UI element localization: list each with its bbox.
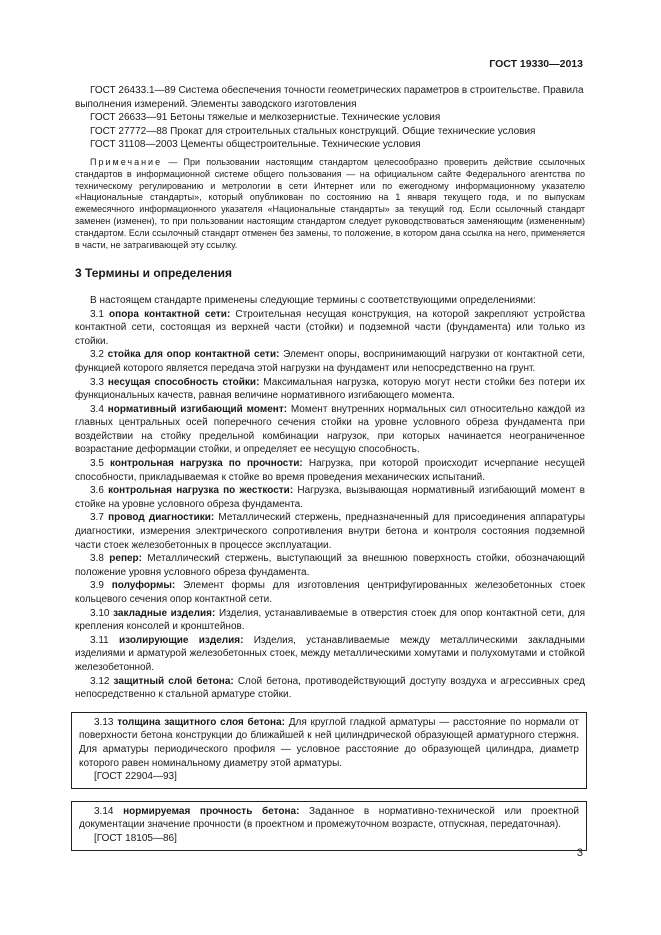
term-name: нормируемая прочность бетона:: [123, 805, 300, 817]
reference-item: ГОСТ 31108—2003 Цементы общестроительные. Технические условия: [90, 139, 421, 151]
term-name: толщина защитного слоя бетона:: [117, 716, 285, 728]
note-label: Примечание: [90, 156, 163, 167]
term-number: 3.9: [90, 580, 104, 592]
term-definition: Заданное в нормативно-технической или проектной документации значение прочности (в проектном и промежуточном возрасте, отпускная, передаточная).: [79, 805, 579, 831]
term-definition: Момент внутренних нормальных сил относительно каждой из главных центральных осей поперечного сечения стойки на уровне условного обреза фундамента при воздействии на стойку предельной комбинации нагрузок, при которых начинается неограниченное возрастание деформации стойки, и определяет ее несущую способность.: [75, 403, 586, 456]
term-number: 3.6: [90, 485, 104, 497]
note-paragraph: [75, 157, 585, 251]
term-entry: [75, 376, 585, 403]
term-entry: [75, 552, 585, 579]
term-name: контрольная нагрузка по жесткости:: [108, 485, 294, 497]
document-id-header: ГОСТ 19330—2013: [489, 58, 583, 70]
reference-item: ГОСТ 26633—91 Бетоны тяжелые и мелкозернистые. Технические условия: [90, 112, 441, 124]
reference-item: ГОСТ 26433.1—89 Система обеспечения точности геометрических параметров в строительстве. Правила выполнения измерений. Элементы заводского изготовления: [75, 85, 584, 110]
term-entry: [75, 675, 585, 702]
term-name: опора контактной сети:: [109, 308, 231, 320]
term-entry: [75, 484, 585, 511]
term-name: репер:: [109, 553, 142, 565]
boxed-term: [71, 712, 587, 789]
intro-paragraph: В настоящем стандарте применены следующие термины с соответствующими определениями:: [90, 294, 536, 306]
term-number: 3.1: [90, 308, 104, 320]
term-entry: [75, 457, 585, 484]
term-entry: [75, 308, 585, 349]
term-name: контрольная нагрузка по прочности:: [110, 458, 303, 470]
term-definition: Для круглой гладкой арматуры — расстояние по нормали от поверхности бетона конструкции до ближайшей к ней цилиндрической образующей арматурного стержня. Для арматуры периодического профиля — условное расстояние до образующей цилиндра, диаметр которого равен номинальному диаметру этой арматуры.: [79, 716, 579, 769]
term-entry: [75, 579, 585, 606]
terms-list: [75, 308, 585, 702]
section-title: 3 Термины и определения: [75, 266, 233, 281]
term-name: закладные изделия:: [113, 607, 216, 619]
page-number: 3: [576, 847, 583, 859]
term-definition: Металлический стержень, выступающий за внешнюю поверхность стойки, обозначающий положение уровня условного обреза фундамента.: [75, 553, 585, 578]
term-definition: Нагрузка, при которой происходит исчерпание несущей способности, прикладываемая к стойке во время проведения механических испытаний.: [75, 458, 585, 483]
term-entry: [79, 716, 579, 770]
term-number: 3.12: [90, 675, 110, 687]
note-text: — При пользовании настоящим стандартом целесообразно проверить действие ссылочных стандартов в информационной системе общего пользования — на официальном сайте Федерального агентства по техническому регулированию и метрологии в сети Интернет или по ежегодному информационному указателю «Национальные стандарты», который опубликован по состоянию на 1 января текущего года, и по выпускам ежемесячного информационного указателя «Национальные стандарты» за текущий год. Если ссылочный стандарт заменен (изменен), то при пользовании настоящим стандартом следует руководствоваться заменяющим (измененным) стандартом. Если ссылочный стандарт отменен без замены, то положение, в котором дана ссылка на него, применяется в части, не затрагивающей эту ссылку.: [75, 156, 585, 250]
term-definition: Максимальная нагрузка, которую могут нести стойки без потери их функциональных качеств, равная величине нормативного изгибающего момента.: [75, 376, 586, 402]
term-source: [ГОСТ 22904—93]: [94, 771, 177, 783]
term-source: [ГОСТ 18105—86]: [94, 832, 177, 844]
term-definition: Нагрузка, вызывающая нормативный изгибающий момент в стойке на уровне условного обреза фундамента.: [75, 485, 585, 510]
term-number: 3.10: [90, 607, 110, 619]
boxed-term: [71, 801, 587, 851]
term-name: нормативный изгибающий момент:: [107, 403, 288, 415]
term-definition: Изделия, устанавливаемые между металлическими закладными изделиями и арматурой железобетонных стоек, между металлическими хомутами и полухомутами и стойкой железобетонной.: [75, 634, 585, 673]
term-number: 3.13: [94, 716, 114, 728]
term-number: 3.7: [90, 512, 104, 524]
term-number: 3.11: [90, 634, 109, 646]
term-definition: Элемент опоры, воспринимающий нагрузки от контактной сети, функцией которого является передача этой нагрузки на фундамент или непосредственно на грунт.: [75, 349, 585, 374]
term-entry: [75, 607, 585, 634]
term-entry: [75, 634, 585, 675]
term-number: 3.2: [90, 349, 104, 361]
term-number: 3.4: [90, 403, 104, 415]
term-definition: Изделия, устанавливаемые в отверстия стоек для опор контактной сети, для крепления консолей и кронштейнов.: [75, 607, 586, 633]
term-definition: Строительная несущая конструкция, на которой закрепляют устройства контактной сети, состоящая из верхней части (стойки) и подземной части (фундамента) или только из стойки.: [75, 308, 586, 347]
term-number: 3.8: [90, 553, 104, 565]
term-number: 3.14: [94, 805, 114, 817]
term-entry: [75, 403, 585, 457]
term-name: провод диагностики:: [108, 512, 215, 524]
term-entry: [75, 511, 585, 552]
term-name: несущая способность стойки:: [107, 376, 260, 388]
term-name: защитный слой бетона:: [113, 675, 234, 687]
term-number: 3.3: [90, 376, 104, 388]
term-entry: [79, 805, 579, 832]
page-content: [75, 84, 585, 851]
term-name: полуформы:: [111, 580, 176, 592]
term-definition: Элемент формы для изготовления центрифугированных железобетонных стоек кольцевого сечения опор контактной сети.: [75, 580, 585, 605]
term-definition: Слой бетона, противодействующий доступу воздуха и агрессивных сред непосредственно к стальной арматуре стойки.: [75, 675, 585, 701]
term-entry: [75, 348, 585, 375]
reference-item: ГОСТ 27772—88 Прокат для строительных стальных конструкций. Общие технические условия: [90, 125, 536, 137]
term-name: стойка для опор контактной сети:: [107, 349, 280, 361]
term-definition: Металлический стержень, предназначенный для присоединения аппаратуры диагностики, измерения электрического сопротивления внутри бетона и контроля состояния подземной части стоек железобетонных в процессе эксплуатации.: [75, 512, 586, 551]
term-name: изолирующие изделия:: [119, 634, 244, 646]
term-number: 3.5: [90, 458, 104, 470]
